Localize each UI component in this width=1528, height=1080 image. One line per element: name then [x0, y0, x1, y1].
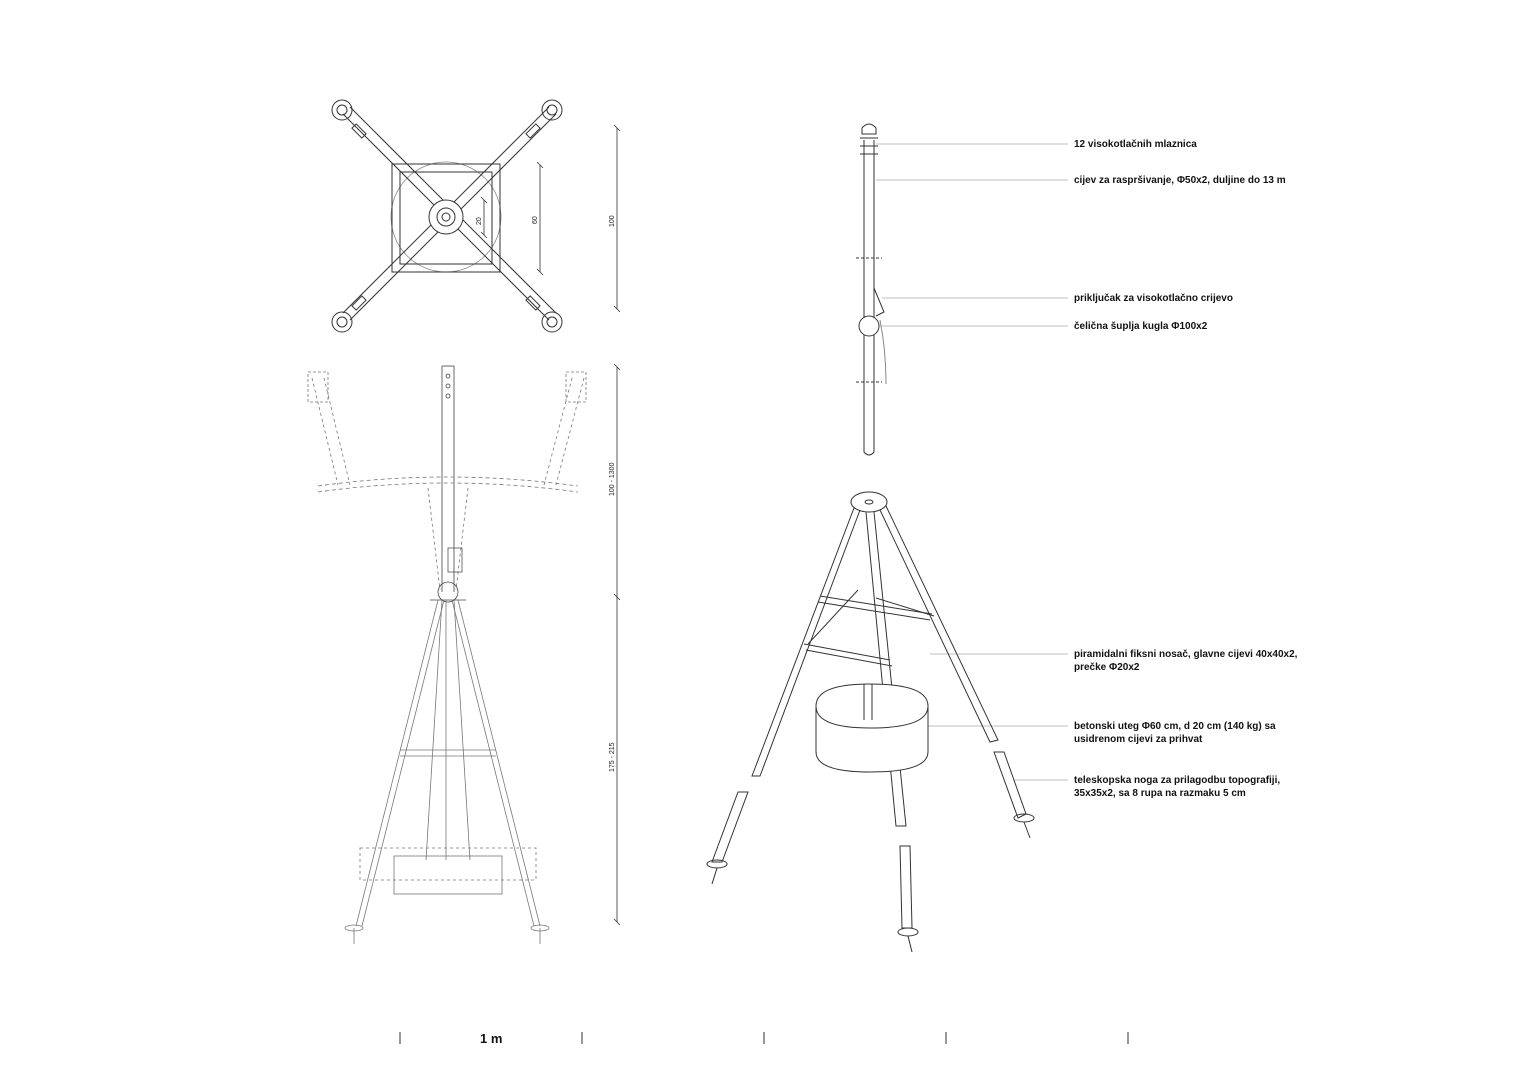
- dim-pole-height: 100 - 1300: [609, 462, 616, 496]
- pipe-ball: [859, 316, 879, 336]
- label-pyramid-line2: prečke Φ20x2: [1074, 662, 1140, 673]
- label-telescopic-leg: [1074, 774, 1280, 800]
- dim-stand-height: 175 - 215: [609, 742, 616, 772]
- label-nozzles: 12 visokotlačnih mlaznica: [1074, 139, 1197, 150]
- label-pyramid-stand: [1074, 648, 1297, 674]
- label-pyramid-line1: piramidalni fiksni nosač, glavne cijevi 40x40x2,: [1074, 649, 1298, 660]
- isometric-stand: [707, 492, 1034, 952]
- label-concrete-weight: [1074, 720, 1276, 746]
- plan-foot-se: [542, 312, 562, 332]
- label-concrete-line1: betonski uteg Φ60 cm, d 20 cm (140 kg) sa: [1074, 721, 1276, 732]
- label-hose-connector: priključak za visokotlačno crijevo: [1074, 293, 1233, 304]
- plan-foot-nw: [332, 100, 352, 120]
- label-leg-line1: teleskopska noga za prilagodbu topografiji,: [1074, 775, 1281, 786]
- label-concrete-line2: usidrenom cijevi za prihvat: [1074, 734, 1203, 745]
- dim-plan-100: 100: [609, 215, 616, 227]
- plan-foot-sw: [332, 312, 352, 332]
- spray-pipe-detail: [856, 124, 886, 455]
- label-spray-pipe: cijev za raspršivanje, Φ50x2, duljine do 13 m: [1074, 175, 1286, 186]
- plan-dimensions: [481, 125, 620, 312]
- label-leg-line2: 35x35x2, sa 8 rupa na razmaku 5 cm: [1074, 788, 1246, 799]
- plan-view: [332, 100, 562, 332]
- scale-bar-label: 1 m: [480, 1031, 503, 1046]
- front-elevation: [308, 366, 586, 944]
- label-steel-ball: čelična šuplja kugla Φ100x2: [1074, 321, 1208, 332]
- elevation-dimensions: [614, 364, 620, 925]
- plan-foot-ne: [542, 100, 562, 120]
- scale-bar: [400, 1032, 1128, 1044]
- dim-plan-20: 20: [476, 217, 483, 225]
- front-weight: [394, 856, 502, 894]
- front-ball: [438, 582, 458, 602]
- dim-plan-60: 60: [532, 216, 539, 224]
